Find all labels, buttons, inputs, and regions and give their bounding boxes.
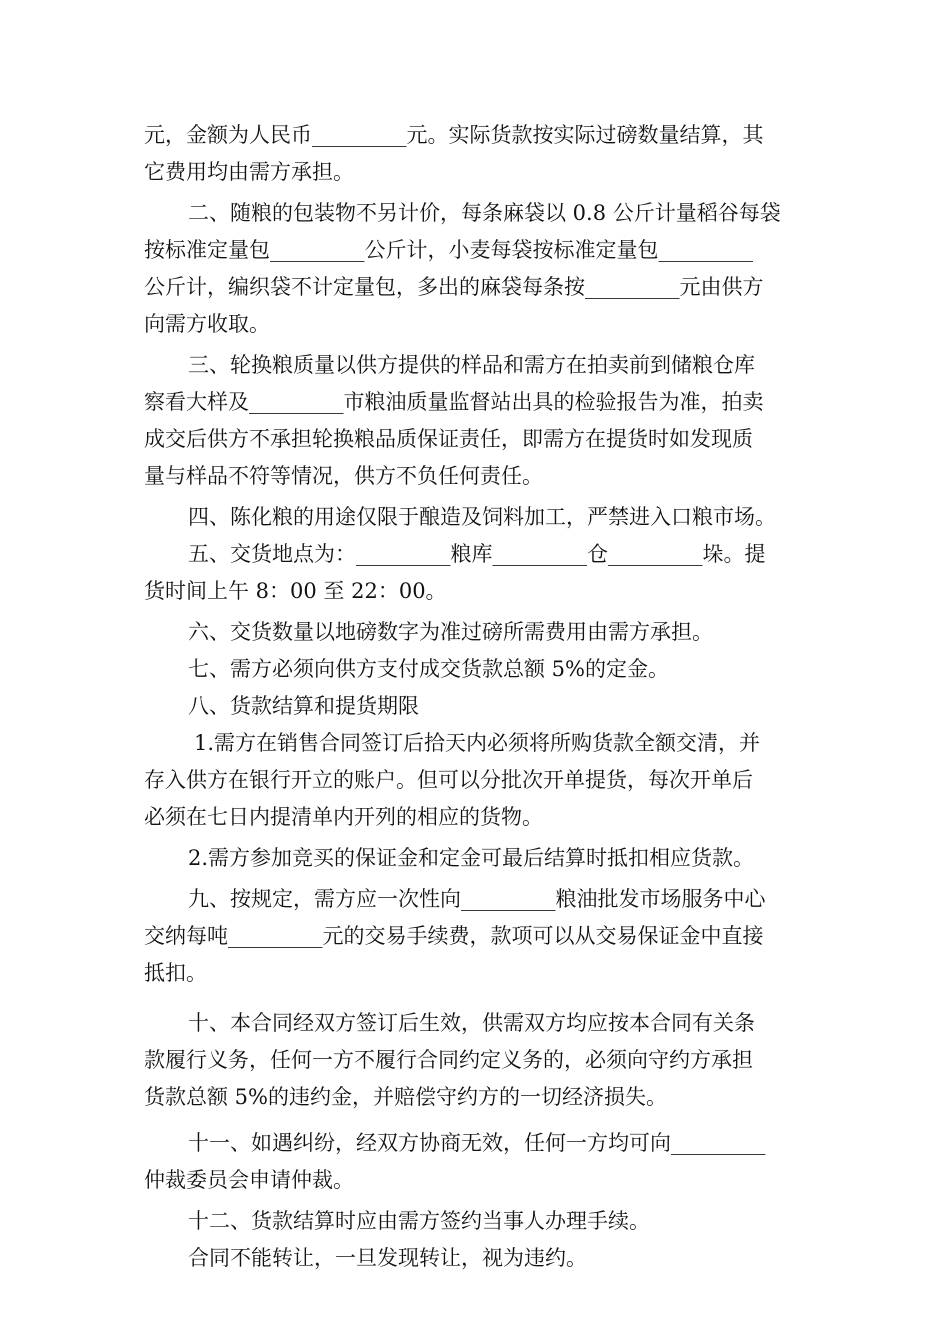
text-line: 成交后供方不承担轮换粮品质保证责任，即需方在提货时如发现质	[144, 427, 753, 451]
clause-8-item-2: 2.需方参加竞买的保证金和定金可最后结算时抵扣相应货款。	[188, 846, 755, 870]
clause-4: 四、陈化粮的用途仅限于酿造及饲料加工，严禁进入口粮市场。	[188, 505, 776, 529]
text-line: 元，金额为人民币_________元。实际货款按实际过磅数量结算，其	[144, 123, 764, 147]
text-line: 货时间上午 8：00 至 22：00。	[144, 579, 447, 603]
clause-3: 三、轮换粮质量以供方提供的样品和需方在拍卖前到储粮仓库	[188, 353, 755, 377]
clause-6: 六、交货数量以地磅数字为准过磅所需费用由需方承担。	[188, 620, 713, 644]
clause-5: 五、交货地点为：_________粮库_________仓_________垛。提	[188, 542, 766, 566]
text-line: 按标准定量包_________公斤计，小麦每袋按标准定量包_________	[144, 238, 753, 262]
text-line: 必须在七日内提清单内开列的相应的货物。	[144, 805, 543, 829]
contract-body	[144, 117, 808, 1277]
clause-2: 二、随粮的包装物不另计价，每条麻袋以 0.8 公斤计量稻谷每袋	[188, 201, 781, 225]
clause-8-item-1: 1.需方在销售合同签订后拾天内必须将所购货款全额交清，并	[194, 731, 761, 755]
text-line: 抵扣。	[144, 961, 207, 985]
text-line: 它费用均由需方承担。	[144, 160, 354, 184]
clause-9: 九、按规定，需方应一次性向_________粮油批发市场服务中心	[188, 887, 766, 911]
clause-12: 十二、货款结算时应由需方签约当事人办理手续。	[188, 1209, 650, 1233]
text-line: 察看大样及_________市粮油质量监督站出具的检验报告为准，拍卖	[144, 390, 764, 414]
clause-8-heading: 八、货款结算和提货期限	[188, 694, 419, 718]
text-line: 货款总额 5%的违约金，并赔偿守约方的一切经济损失。	[144, 1085, 667, 1109]
closing-note: 合同不能转让，一旦发现转让，视为违约。	[188, 1246, 587, 1270]
clause-11: 十一、如遇纠纷，经双方协商无效，任何一方均可向_________	[188, 1131, 766, 1155]
text-line: 存入供方在银行开立的账户。但可以分批次开单提货，每次开单后	[144, 768, 753, 792]
text-line: 交纳每吨_________元的交易手续费，款项可以从交易保证金中直接	[144, 924, 764, 948]
text-line: 向需方收取。	[144, 312, 270, 336]
clause-7: 七、需方必须向供方支付成交货款总额 5%的定金。	[188, 657, 669, 681]
clause-10: 十、本合同经双方签订后生效，供需双方均应按本合同有关条	[188, 1011, 755, 1035]
text-line: 量与样品不符等情况，供方不负任何责任。	[144, 464, 543, 488]
text-line: 款履行义务，任何一方不履行合同约定义务的，必须向守约方承担	[144, 1048, 753, 1072]
text-line: 仲裁委员会申请仲裁。	[144, 1168, 354, 1192]
text-line: 公斤计，编织袋不计定量包，多出的麻袋每条按_________元由供方	[144, 275, 764, 299]
